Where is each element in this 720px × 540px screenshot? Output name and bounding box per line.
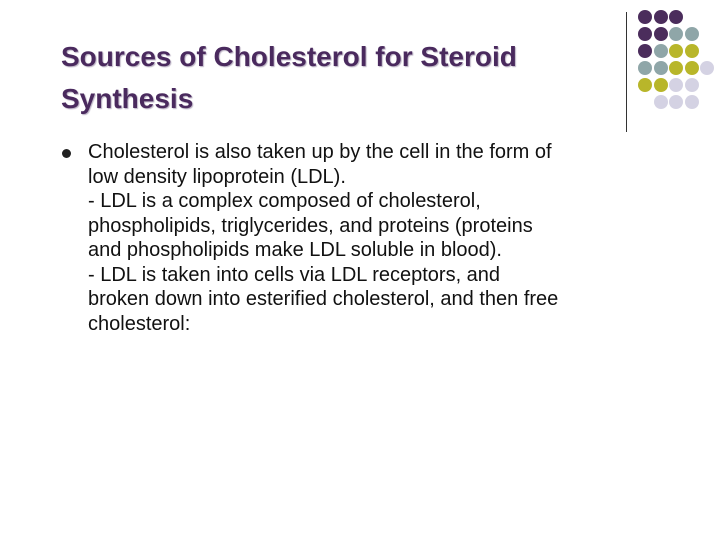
decorative-dot	[669, 95, 683, 109]
decorative-dot	[669, 10, 683, 24]
body-line: Cholesterol is also taken up by the cell in the form of	[88, 141, 552, 163]
title-line: Synthesis	[61, 83, 194, 114]
body-line: - LDL is taken into cells via LDL receptors, and	[88, 263, 501, 286]
decorative-dot	[654, 61, 668, 75]
body-line: and phospholipids make LDL soluble in blood).	[88, 239, 502, 261]
decorative-dot	[700, 61, 714, 75]
decorative-dot	[638, 78, 652, 92]
decorative-dot	[685, 95, 699, 109]
decorative-dot	[654, 44, 668, 58]
decorative-dot	[685, 27, 699, 41]
body-line: cholesterol:	[88, 312, 191, 335]
decorative-dot	[669, 78, 683, 92]
decorative-dot	[669, 27, 683, 41]
bullet-item	[62, 140, 662, 336]
decorative-dot	[654, 10, 668, 24]
vertical-divider	[626, 12, 627, 132]
body-line: - LDL is a complex composed of cholesterol,	[88, 190, 481, 212]
decorative-dot	[654, 78, 668, 92]
decorative-dot	[669, 61, 683, 75]
decorative-dot	[685, 61, 699, 75]
slide-body	[62, 140, 662, 336]
bullet-text	[88, 140, 558, 336]
decorative-dot	[669, 44, 683, 58]
decorative-dot	[685, 44, 699, 58]
decorative-dot	[638, 27, 652, 41]
decorative-dot	[638, 61, 652, 75]
decorative-dot	[638, 44, 652, 58]
slide-title	[61, 36, 621, 120]
body-line: phospholipids, triglycerides, and proteins (proteins	[88, 214, 533, 237]
title-line: Sources of Cholesterol for Steroid	[61, 41, 517, 72]
decorative-dot-grid	[638, 10, 718, 120]
body-line: broken down into esterified cholesterol, and then free	[88, 288, 559, 310]
decorative-dot	[654, 27, 668, 41]
decorative-dot	[685, 78, 699, 92]
bullet-dot-icon	[62, 149, 71, 158]
decorative-dot	[638, 10, 652, 24]
decorative-dot	[654, 95, 668, 109]
body-line: low density lipoprotein (LDL).	[88, 165, 346, 188]
